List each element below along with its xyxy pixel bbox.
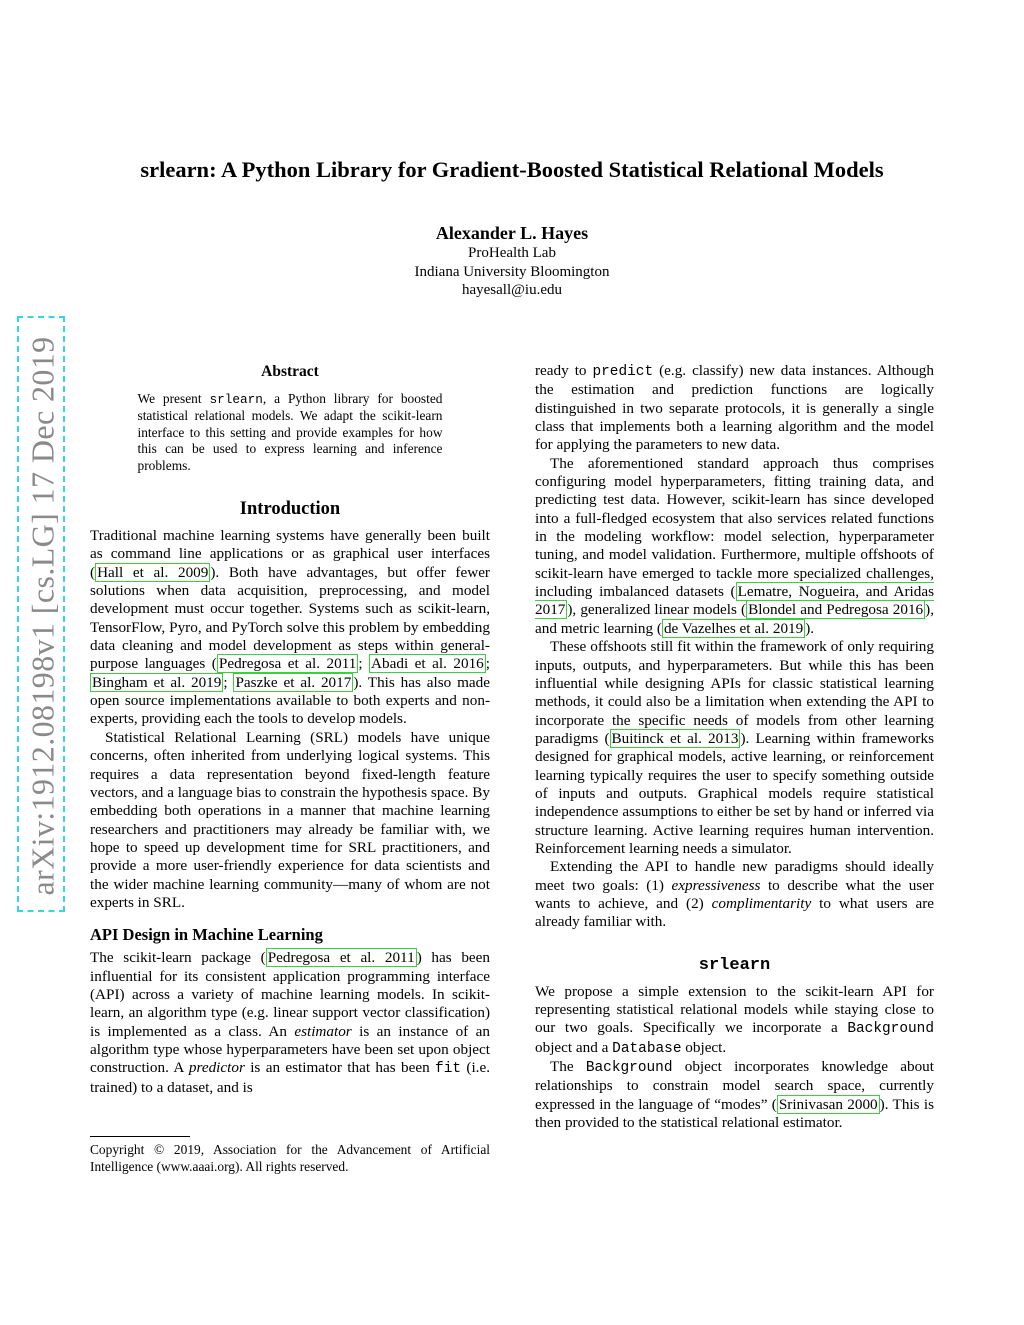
right-paragraph-4: Extending the API to handle new paradigms should ideally meet two goals: (1) expressiveness to describe what the user wants to achieve, and (2) complimentarity to what users are already familiar with. <box>535 858 934 931</box>
citation-de-vazelhes-2019[interactable]: de Vazelhes et al. 2019 <box>663 619 804 637</box>
right-paragraph-1: ready to predict (e.g. classify) new data instances. Although the estimation and prediction functions are logically distinguished in two separate protocols, it is generally a single class that implements both a learning algorithm and the model for applying the parameters to new data. <box>535 362 934 454</box>
code-database: Database <box>612 1040 682 1057</box>
author-institution: Indiana University Bloomington <box>414 263 610 280</box>
paper-title: srlearn: A Python Library for Gradient-Boosted Statistical Relational Models <box>140 157 884 182</box>
footnote-text: Copyright © 2019, Association for the Advancement of Artificial Intelligence (www.aaai.org). All rights reserved. <box>90 1142 490 1174</box>
term-complimentarity: complimentarity <box>711 894 812 912</box>
citation-srinivasan-2000[interactable]: Srinivasan 2000 <box>778 1095 878 1113</box>
citation-pedregosa-2011[interactable]: Pedregosa et al. 2011 <box>218 655 357 673</box>
citation-pedregosa-2011[interactable]: Pedregosa et al. 2011 <box>267 949 415 967</box>
code-predict: predict <box>592 364 654 380</box>
citation-hall-2009[interactable]: Hall et al. 2009 <box>97 563 209 581</box>
copyright-footnote <box>90 1136 490 1175</box>
citation-paszke-2017[interactable]: Paszke et al. 2017 <box>235 673 352 691</box>
term-expressiveness: expressiveness <box>671 876 761 894</box>
arxiv-identifier: arXiv:1912.08198v1 [cs.LG] 17 Dec 2019 <box>24 336 61 896</box>
footnote-rule <box>90 1136 190 1137</box>
srlearn-section-heading: srlearn <box>698 955 771 975</box>
citation-blondel-2016[interactable]: Blondel and Pedregosa 2016 <box>748 601 924 619</box>
srlearn-paragraph-1: We propose a simple extension to the scikit-learn API for representing statistical relational models while staying close to our two goals. Specifically we incorporate a Background object and a Database object. <box>535 982 934 1057</box>
code-background: Background <box>585 1060 673 1077</box>
author-lab: ProHealth Lab <box>468 245 556 261</box>
introduction-heading: Introduction <box>239 499 341 520</box>
abstract-text: We present srlearn, a Python library for boosted statistical relational models. We adapt the scikit-learn interface to this setting and provide examples for how this can be used to express learning and inference problems. <box>137 391 443 473</box>
srlearn-paragraph-2: The Background object incorporates knowledge about relationships to constrain model search space, currently expressed in the language of “modes” ( Srinivasan 2000 ). This is then provided to the statistical relational estimator. <box>535 1058 934 1132</box>
api-design-paragraph: The scikit-learn package ( Pedregosa et al. 2011 ) has been influential for its consistent application programming interface (API) across a variety of machine learning models. In scikit-learn, an algorithm type (e.g. linear support vector classification) is implemented as a class. An estimator is an instance of an algorithm type whose hyperparameters have been set upon object construction. A predictor is an estimator that has been fit (i.e. trained) to a dataset, and is <box>90 949 490 1096</box>
citation-abadi-2016[interactable]: Abadi et al. 2016 <box>371 655 484 673</box>
citation-bingham-2019[interactable]: Bingham et al. 2019 <box>92 673 222 691</box>
code-background: Background <box>847 1021 934 1038</box>
author-block <box>0 222 1024 300</box>
abstract-heading: Abstract <box>261 363 319 380</box>
citation-lematre-2017[interactable]: Lematre, Nogueira, and Aridas 2017 <box>535 583 934 619</box>
term-predictor: predictor <box>188 1059 245 1077</box>
code-fit: fit <box>435 1061 462 1078</box>
left-column <box>90 362 490 1097</box>
author-name: Alexander L. Hayes <box>435 223 589 243</box>
intro-paragraph-2: Statistical Relational Learning (SRL) models have unique concerns, often inherited from underlying logical systems. This requires a data representation beyond fixed-length feature vectors, and a language bias to constrain the hypothesis space. By embedding both operations in a manner that machine learning researchers and practitioners may already be familiar with, we hope to speed up development time for SRL practitioners, and provide a more user-friendly experience for data scientists and the wider machine learning community—many of whom are not experts in SRL. <box>90 728 490 911</box>
right-paragraph-2: The aforementioned standard approach thus comprises configuring model hyperparameters, fitting training data, and predicting test data. However, scikit-learn has since developed into a full-fledged ecosystem that also services related functions in the modeling workflow: model selection, hyperparameter tuning, and model validation. Furthermore, multiple offshoots of scikit-learn have emerged to tackle more specialized challenges, including imbalanced datasets ( Lematre, Nogueira, and Aridas 2017 ), generalized linear models ( Blondel and Pedregosa 2016 ), and metric learning ( de Vazelhes et al. 2019 ). <box>535 454 934 637</box>
right-column <box>535 362 934 1132</box>
intro-paragraph-1: Traditional machine learning systems have generally been built as command line applications or as graphical user interfaces ( Hall et al. 2009 ). Both have advantages, but offer fewer solutions when data acquisition, preprocessing, and model development must occur together. Systems such as scikit-learn, TensorFlow, Pyro, and PyTorch solve this problem by embedding data cleaning and model development as steps within general-purpose languages ( Pedregosa et al. 2011 ; Abadi et al. 2016 ; Bingham et al. 2019 ; Paszke et al. 2017 ). This has also made open source implementations available to both experts and non-experts, providing each the tools to develop models. <box>90 527 490 728</box>
citation-buitinck-2013[interactable]: Buitinck et al. 2013 <box>611 729 739 747</box>
term-estimator: estimator <box>294 1022 352 1040</box>
right-paragraph-3: These offshoots still fit within the framework of only requiring inputs, outputs, and hyperparameters. But while this has been influential while designing APIs for classic statistical learning methods, it could also be a limitation when extending the API to incorporate the specific needs of models from other learning paradigms ( Buitinck et al. 2013 ). Learning within frameworks designed for graphical models, active learning, or reinforcement learning typically requires the user to specify something outside of inputs and outputs. Graphical models require statistical independence assumptions to either be set by hand or inferred via structure learning. Active learning requires human intervention. Reinforcement learning needs a simulator. <box>535 638 934 857</box>
code-srlearn: srlearn <box>209 392 263 407</box>
arxiv-stamp[interactable] <box>17 316 65 912</box>
author-email: hayesall@iu.edu <box>461 282 563 298</box>
api-design-heading: API Design in Machine Learning <box>90 925 323 945</box>
